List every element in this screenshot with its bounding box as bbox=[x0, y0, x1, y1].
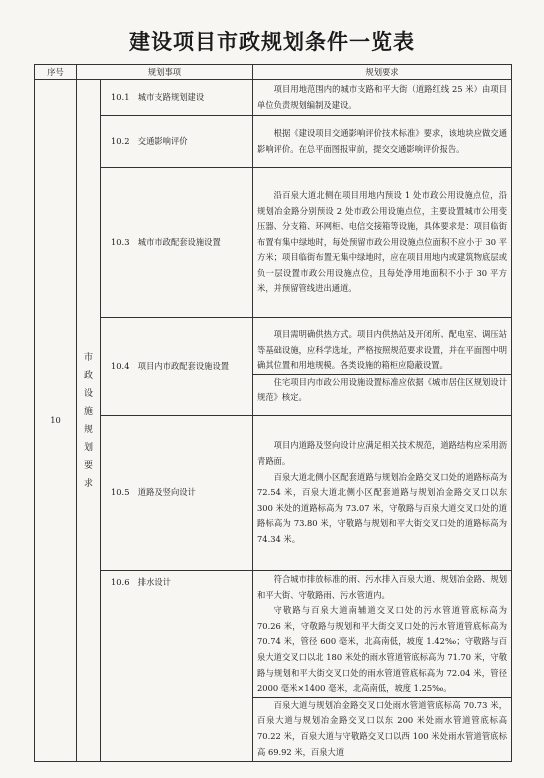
category-cell bbox=[77, 80, 101, 762]
requirement-paragraph: 沿百泉大道北侧在项目用地内预设 1 处市政公用设施点位，沿规划冶金路分别预设 2 处市政公用设施点位，主要设置城市公用变压器、分支箱、环网柜、电信交接箱等设施，具体要求是：项目临街布置有集中绿地时，每处预留市政公用设施点位面积不应小于 30 平方米；项目临街布置无集中绿地时，应在项目用地内或建筑物底层或负一层设置市政公用设施点位，且每处净用地面积不小于 30 平方米，并预留管线进出通道。 bbox=[257, 189, 508, 294]
category-char: 设 bbox=[83, 388, 93, 399]
requirement-paragraph: 项目用地范围内的城市支路和平大街（道路红线 25 米）由项目单位负责规划编制及建设。 bbox=[257, 83, 508, 110]
item-requirement bbox=[253, 416, 512, 571]
item-label: 10.1 城市支路规划建设 bbox=[101, 80, 253, 116]
item-label: 10.5 道路及竖向设计 bbox=[101, 416, 253, 571]
requirement-paragraph: 百泉大道与规划冶金路交叉口处雨水管道管底标高 70.73 米，百泉大道与规划冶金路交叉口以东 200 米处雨水管道管底标高 70.22 米，百泉大道与守敬路交叉口以西 100 米处雨水管道管底标高 69.92 米，百泉大道 bbox=[253, 697, 511, 760]
table-row bbox=[35, 80, 512, 116]
item-requirement bbox=[253, 571, 512, 762]
category-char: 市 bbox=[83, 352, 93, 363]
requirement-paragraph: 百泉大道北侧小区配套道路与规划冶金路交叉口处的道路标高为 72.54 米，百泉大道北侧小区配套道路与规划冶金路交叉口以东 300 米处的道路标高为 73.07 米，守敬路与百泉大道交叉口处的道路标高为 73.80 米，守敬路与规划和平大街交叉口处的道路标高为 74.34 米。 bbox=[257, 471, 508, 544]
header-req: 规划要求 bbox=[253, 65, 512, 80]
requirement-paragraph: 根据《建设项目交通影响评价技术标准》要求，该地块应做交通影响评价。在总平面图报审前，提交交通影响评价报告。 bbox=[257, 127, 508, 154]
table-row bbox=[35, 116, 512, 168]
requirement-paragraph: 项目内道路及竖向设计应满足相关技术规范，道路结构应采用沥青路面。 bbox=[257, 440, 508, 467]
header-row bbox=[35, 65, 512, 80]
category-char: 政 bbox=[83, 370, 93, 381]
category-char: 要 bbox=[83, 460, 93, 471]
requirement-paragraph: 符合城市排放标准的雨、污水排入百泉大道、规划冶金路、规划和平大街、守敬路雨、污水管道内。 bbox=[257, 574, 508, 600]
item-requirement bbox=[253, 80, 512, 116]
table-row bbox=[35, 318, 512, 416]
item-label: 10.3 城市市政配套设施设置 bbox=[101, 168, 253, 318]
header-seq: 序号 bbox=[35, 65, 77, 80]
category-char: 求 bbox=[83, 478, 93, 489]
page-title: 建设项目市政规划条件一览表 bbox=[129, 30, 415, 54]
requirement-paragraph: 项目需明确供热方式。项目内供热站及开闭所、配电室、调压站等基础设施，应科学选址，严格按照规范要求设置，并在平面图中明确其位置和用地规模。各类设施的箱柜应隐蔽设置。 bbox=[257, 329, 508, 371]
seq-cell: 10 bbox=[35, 80, 77, 762]
category-char: 规 bbox=[83, 424, 93, 435]
item-label: 10.4 项目内市政配套设施设置 bbox=[101, 318, 253, 416]
requirement-paragraph: 守敬路与百泉大道南辅道交叉口处的污水管道管底标高为 70.26 米，守敬路与规划和平大街交叉口处的污水管道管底标高为 70.74 米，管径 600 毫米，北高南低，坡度 1.42‰；守敬路与百泉大道交叉口以北 180 米处的雨水管道管底标高为 71.70 米，守敬路与规划和平大街交叉口处的雨水管道管底标高为 72.04 米，管径 2000 毫米×1400 毫米，北高南低，坡度 1.25‰。 bbox=[257, 605, 508, 694]
requirement-paragraph: 住宅项目内市政公用设施设置标准应依据《城市居住区规划设计规范》核定。 bbox=[253, 374, 511, 406]
category-char: 划 bbox=[83, 442, 93, 453]
item-requirement bbox=[253, 116, 512, 168]
conditions-table bbox=[34, 64, 512, 762]
item-requirement bbox=[253, 318, 512, 416]
item-requirement bbox=[253, 168, 512, 318]
table-row bbox=[35, 416, 512, 571]
item-label: 10.6 排水设计 bbox=[101, 571, 253, 762]
item-label: 10.2 交通影响评价 bbox=[101, 116, 253, 168]
table-row bbox=[35, 168, 512, 318]
header-item: 规划事项 bbox=[77, 65, 253, 80]
category-char: 施 bbox=[83, 406, 93, 417]
table-row bbox=[35, 571, 512, 762]
